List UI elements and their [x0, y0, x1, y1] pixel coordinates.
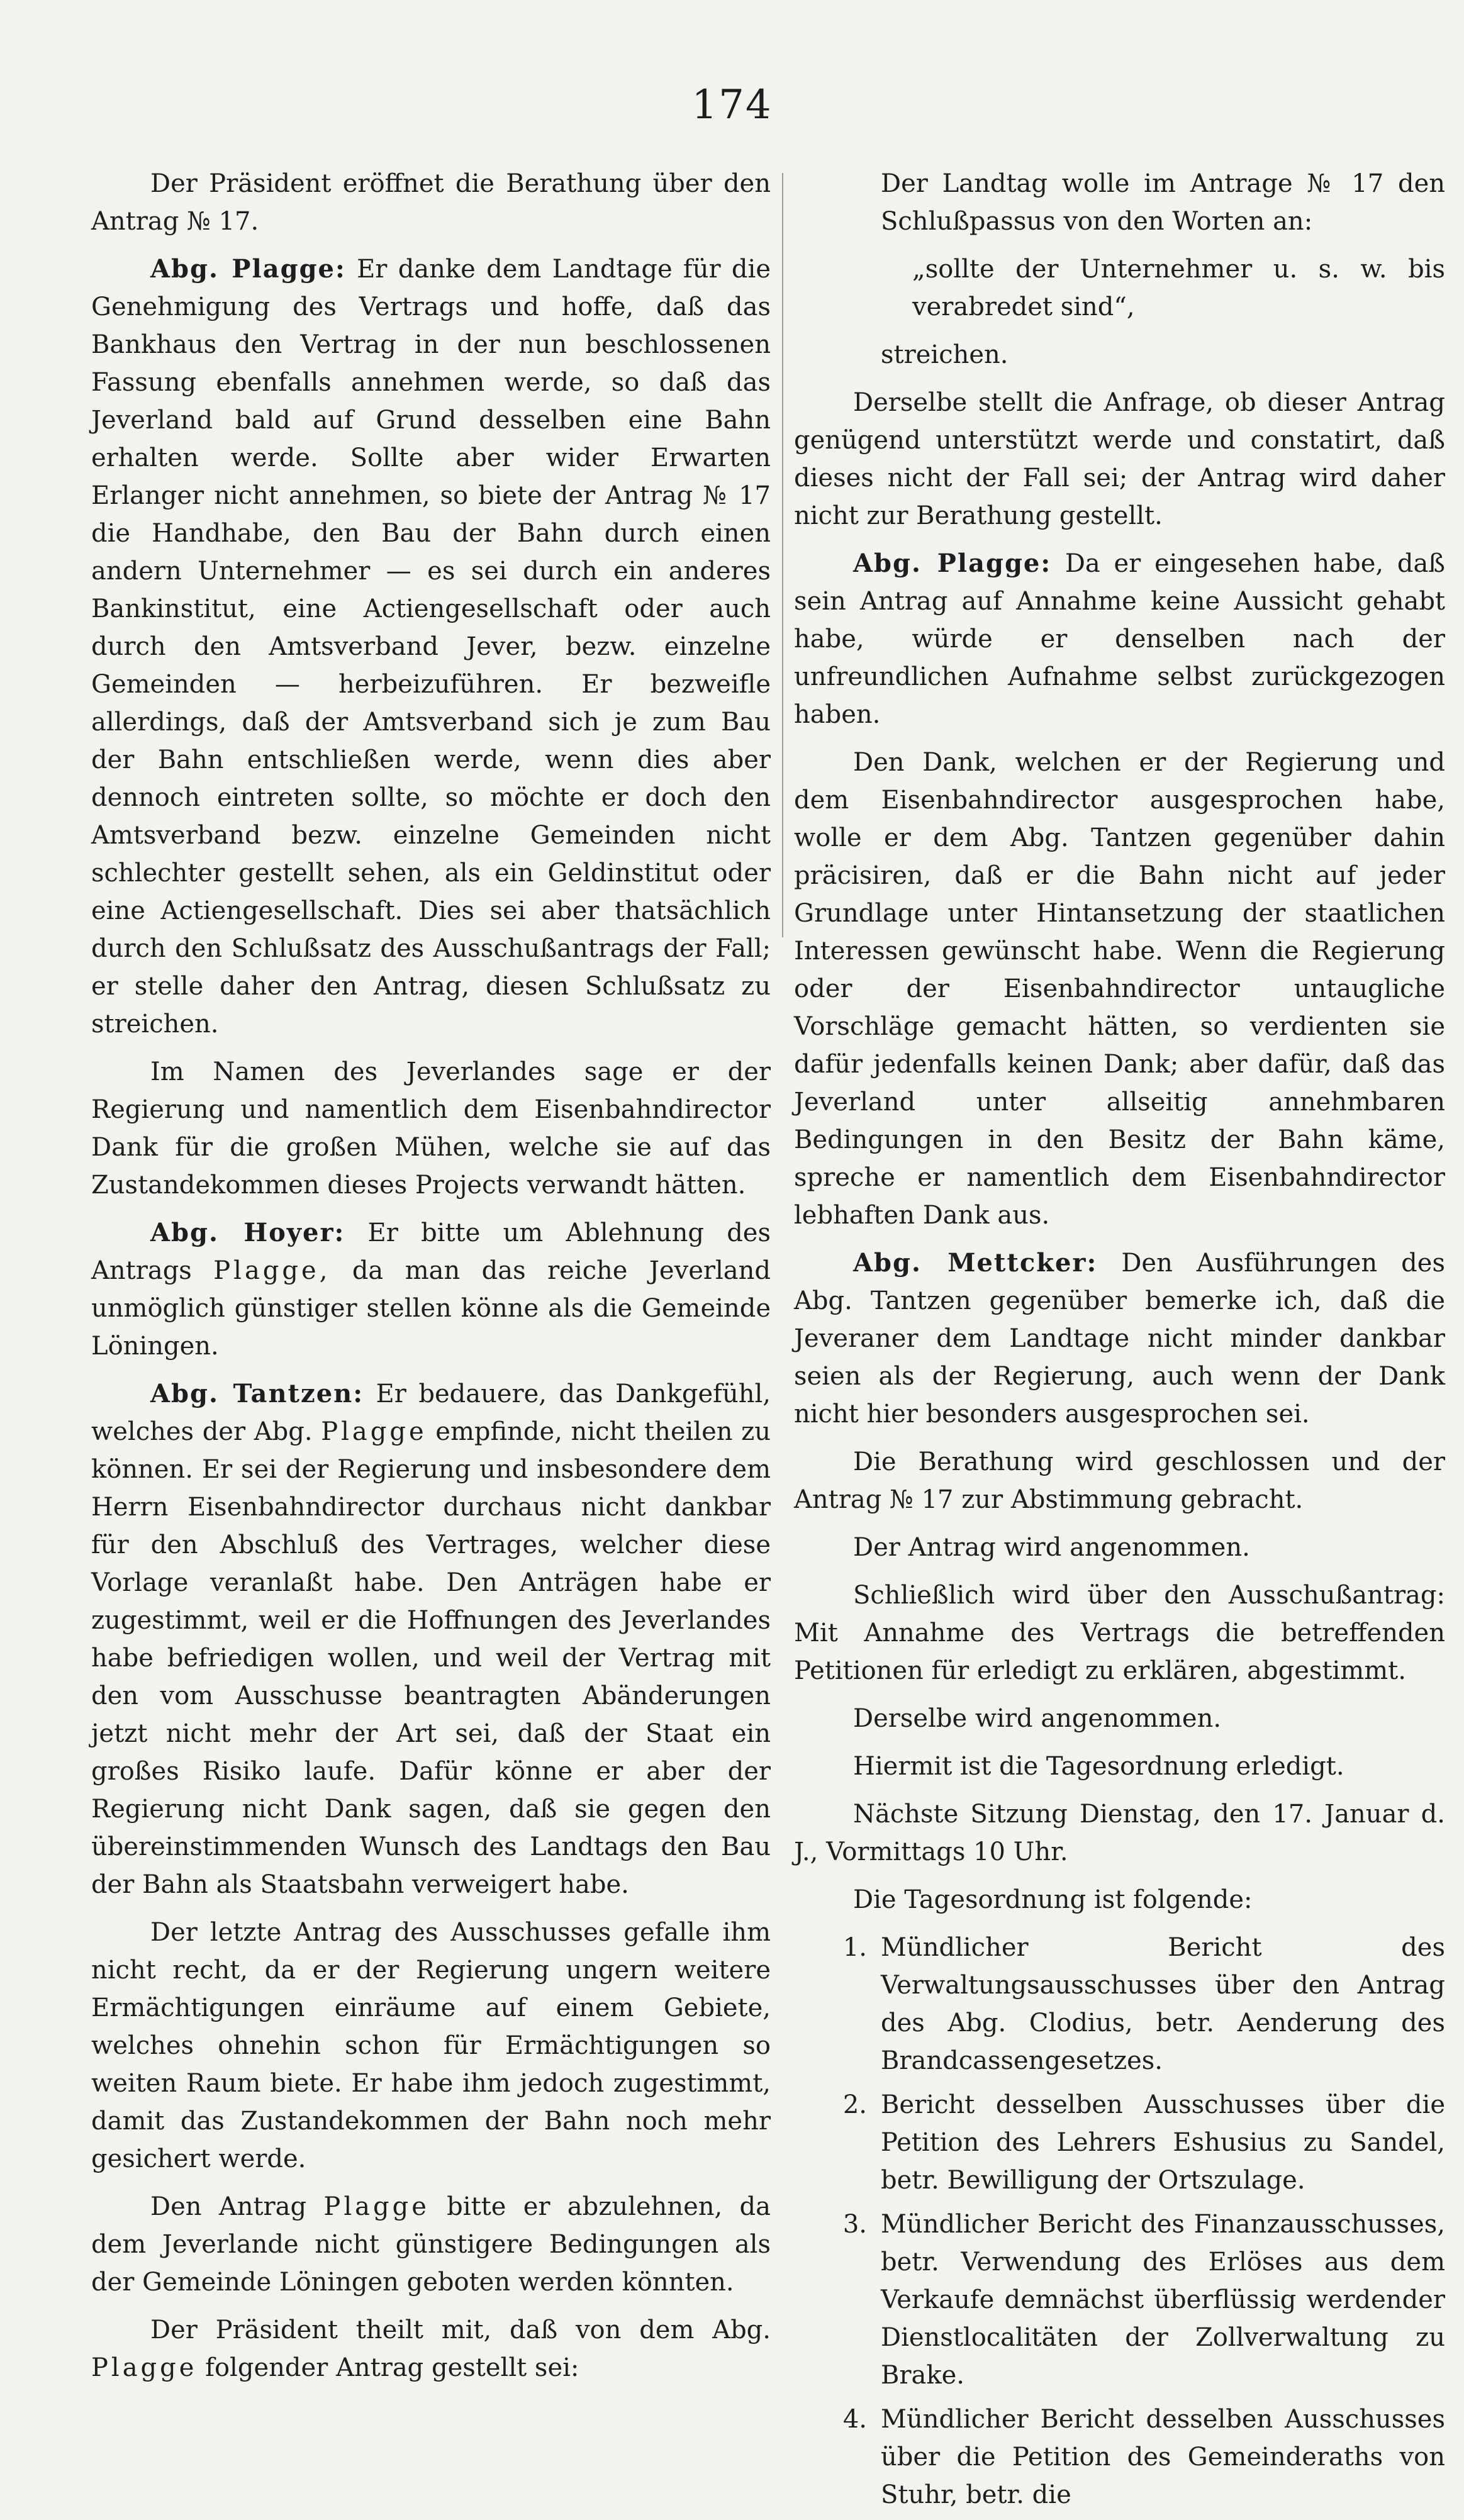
agenda-item [794, 2400, 1445, 2514]
paragraph-text: empfinde, nicht theilen zu können. Er sei der Regierung und insbesondere dem Herrn Eisenbahndirector durchaus nicht dankbar für den Abschluß des Vertrages, welcher diese Vorlage veranlaßt habe. Den Anträgen habe er zugestimmt, weil er die Hoffnungen des Jeverlandes habe befriedigen wollen, und weil der Vertrag mit den vom Ausschusse beantragten Abänderungen jetzt nicht mehr der Art sei, daß der Staat ein großes Risiko laufe. Dafür könne er aber der Regierung nicht Dank sagen, daß sie gegen den übereinstimmenden Wunsch des Landtags den Bau der Bahn als Staatsbahn verweigert habe. [91, 1417, 771, 1899]
agenda-item-text: Bericht desselben Ausschusses über die Petition des Lehrers Eshusius zu Sandel, betr. Bewilligung der Ortszulage. [881, 2090, 1445, 2195]
paragraph: Der Antrag wird angenommen. [853, 1533, 1250, 1562]
motion-text: streichen. [881, 340, 1009, 369]
paragraph: Schließlich wird über den Ausschußantrag: Mit Annahme des Vertrags die betreffenden Petitionen für erledigt zu erklären, abgestimmt. [794, 1581, 1445, 1685]
paragraph-text: da man das reiche Jeverland unmöglich günstiger stellen könne als die Gemeinde Löningen. [91, 1256, 771, 1361]
paragraph [794, 545, 1445, 733]
agenda-item-number: 2. [842, 2090, 867, 2119]
spaced-name: Plagge [321, 1417, 427, 1446]
paragraph-text: Den Ausführungen des Abg. Tantzen gegenüber bemerke ich, daß die Jeveraner dem Landtage nicht minder dankbar seien als der Regierung, auch wenn der Dank nicht hier besonders ausgesprochen sei. [794, 1249, 1445, 1429]
speaker-label: Abg. Plagge: [853, 549, 1052, 578]
spaced-name: Plagge, [213, 1256, 331, 1285]
paragraph-text: Er bitte um Ablehnung des Antrags [91, 1218, 771, 1285]
paragraph-text: folgender Antrag gestellt sei: [205, 2353, 579, 2382]
paragraph-text: Da er eingesehen habe, daß sein Antrag auf Annahme keine Aussicht gehabt habe, würde er denselben nach der unfreundlichen Aufnahme selbst zurückgezogen haben. [794, 549, 1446, 729]
paragraph [91, 1214, 771, 1365]
paragraph [91, 1914, 771, 2178]
left-column [91, 165, 771, 2397]
agenda-item-number: 1. [842, 1933, 867, 1962]
paragraph-text: Der letzte Antrag des Ausschusses gefalle ihm nicht recht, da er der Regierung ungern weitere Ermächtigungen einräume auf einem Gebiete, welches ohnehin schon für Ermächtigungen so weiten Raum biete. Er habe ihm jedoch zugestimmt, damit das Zustandekommen der Bahn noch mehr gesichert werde. [91, 1918, 771, 2173]
paragraph-text: Der Präsident theilt mit, daß von dem Abg. [150, 2316, 771, 2344]
paragraph: Den Dank, welchen er der Regierung und dem Eisenbahndirector ausgesprochen habe, wolle er dem Abg. Tantzen gegenüber dahin präcisiren, daß er die Bahn nicht auf jeder Grundlage unter Hintansetzung der staatlichen Interessen gewünscht habe. Wenn die Regierung oder der Eisenbahndirector untaugliche Vorschläge gemacht hätten, so verdienten sie dafür jedenfalls keinen Dank; aber dafür, daß das Jeverland unter allseitig annehmbaren Bedingungen in den Besitz der Bahn käme, spreche er namentlich dem Eisenbahndirector lebhaften Dank aus. [794, 748, 1445, 1230]
agenda-item-text: Mündlicher Bericht des Finanzausschusses, betr. Verwendung des Erlöses aus dem Verkaufe demnächst überflüssig werdender Dienstlocalitäten der Zollverwaltung zu Brake. [881, 2210, 1445, 2390]
speaker-label: Abg. Tantzen: [150, 1379, 364, 1408]
paragraph-text: bitte er abzulehnen, da dem Jeverlande nicht günstigere Bedingungen als der Gemeinde Löningen geboten werden könnten. [91, 2192, 771, 2297]
paragraph-text: Der Präsident eröffnet die Berathung über den Antrag № 17. [91, 169, 771, 236]
paragraph-text: Den Antrag [150, 2192, 307, 2221]
speaker-label: Abg. Plagge: [150, 254, 346, 284]
paragraph: Derselbe stellt die Anfrage, ob dieser Antrag genügend unterstützt werde und constatirt, daß dieses nicht der Fall sei; der Antrag wird daher nicht zur Berathung gestellt. [794, 388, 1445, 530]
paragraph [91, 2311, 771, 2387]
agenda-item-text: Mündlicher Bericht desselben Ausschusses über die Petition des Gemeinderaths von Stuhr, betr. die [881, 2405, 1445, 2509]
right-column [794, 165, 1445, 2520]
paragraph: Nächste Sitzung Dienstag, den 17. Januar d. J., Vormittags 10 Uhr. [794, 1800, 1445, 1866]
paragraph [91, 1375, 771, 1904]
motion-text: Der Landtag wolle im Antrage № 17 den Schlußpassus von den Worten an: [881, 169, 1445, 236]
agenda-item [794, 1929, 1445, 2080]
speaker-label: Abg. Hoyer: [150, 1218, 345, 1247]
paragraph: Hiermit ist die Tagesordnung erledigt. [853, 1752, 1344, 1781]
speaker-label: Abg. Mettcker: [853, 1248, 1098, 1278]
paragraph-text: Er bedauere, das Dankgefühl, welches der Abg. [91, 1380, 771, 1446]
spaced-name: Plagge [91, 2353, 198, 2382]
agenda-item-number: 4. [842, 2405, 867, 2434]
agenda-item [794, 2086, 1445, 2199]
paragraph: Derselbe wird angenommen. [853, 1704, 1222, 1733]
paragraph: Die Berathung wird geschlossen und der Antrag № 17 zur Abstimmung gebracht. [794, 1447, 1445, 1514]
agenda-item-text: Mündlicher Bericht des Verwaltungsausschusses über den Antrag des Abg. Clodius, betr. Aenderung des Brandcassengesetzes. [881, 1933, 1445, 2075]
paragraph [91, 1053, 771, 1204]
paragraph [91, 2188, 771, 2301]
paragraph: Die Tagesordnung ist folgende: [853, 1885, 1253, 1914]
paragraph [794, 1244, 1445, 1433]
agenda-item [794, 2205, 1445, 2394]
paragraph [91, 165, 771, 240]
spaced-name: Plagge [323, 2192, 430, 2221]
paragraph-text: Im Namen des Jeverlandes sage er der Regierung und namentlich dem Eisenbahndirector Dank für die großen Mühen, welche sie auf das Zustandekommen dieses Projects verwandt hätten. [91, 1057, 771, 1200]
page-number: 174 [691, 82, 773, 128]
motion-quote: „sollte der Unternehmer u. s. w. bis verabredet sind“, [912, 255, 1445, 321]
agenda-item-number: 3. [842, 2210, 867, 2239]
column-divider [782, 173, 783, 937]
paragraph [91, 250, 771, 1043]
paragraph-text: Er danke dem Landtage für die Genehmigung des Vertrags und hoffe, daß das Bankhaus den Vertrag in der nun beschlossenen Fassung ebenfalls annehmen werde, so daß das Jeverland bald auf Grund desselben eine Bahn erhalten werde. Sollte aber wider Erwarten Erlanger nicht annehmen, so biete der Antrag № 17 die Handhabe, den Bau der Bahn durch einen andern Unternehmer — es sei durch ein anderes Bankinstitut, eine Actiengesellschaft oder auch durch den Amtsverband Jever, bezw. einzelne Gemeinden — herbeizuführen. Er bezweifle allerdings, daß der Amtsverband sich je zum Bau der Bahn entschließen werde, wenn dies aber dennoch eintreten sollte, so möchte er doch den Amtsverband bezw. einzelne Gemeinden nicht schlechter gestellt sehen, als ein Geldinstitut oder eine Actiengesellschaft. Dies sei aber thatsächlich durch den Schlußsatz des Ausschußantrags der Fall; er stelle daher den Antrag, diesen Schlußsatz zu streichen. [91, 255, 771, 1039]
